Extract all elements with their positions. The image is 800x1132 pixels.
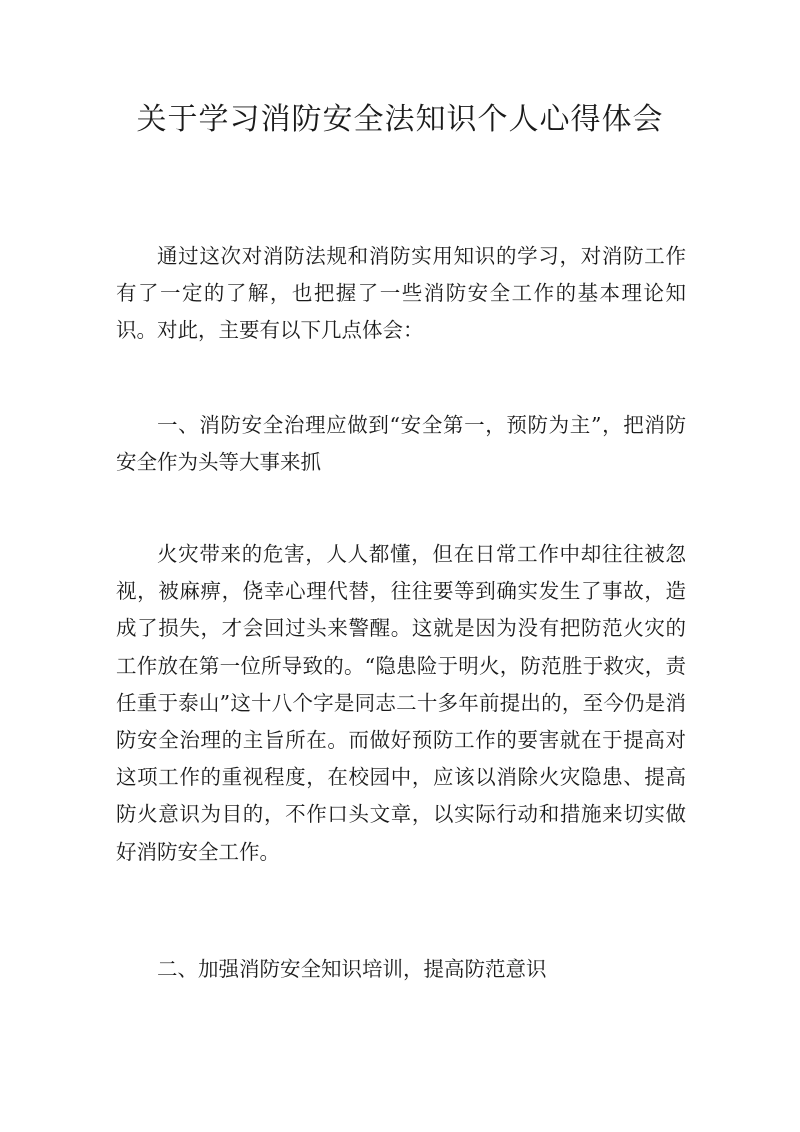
section-heading-2: 二、加强消防安全知识培训，提高防范意识: [157, 957, 547, 981]
intro-paragraph: 通过这次对消防法规和消防实用知识的学习，对消防工作有了一定的了解，也把握了一些消防安全工作的基本理论知识。对此，主要有以下几点体会：: [116, 244, 686, 343]
section-heading-1: 一、消防安全治理应做到“安全第一，预防为主”，把消防安全作为头等大事来抓: [116, 413, 686, 475]
section-1-paragraph: 火灾带来的危害，人人都懂，但在日常工作中却往往被忽视，被麻痹，侥幸心理代替，往往要等到确实发生了事故，造成了损失，才会回过头来警醒。这就是因为没有把防范火灾的工作放在第一位所导致的。“隐患险于明火，防范胜于救灾，责任重于泰山”这十八个字是同志二十多年前提出的，至今仍是消防安全治理的主旨所在。而做好预防工作的要害就在于提高对这项工作的重视程度，在校园中，应该以消除火灾隐患、提高防火意识为目的，不作口头文章，以实际行动和措施来切实做好消防安全工作。: [116, 542, 686, 864]
document-title: 关于学习消防安全法知识个人心得体会: [136, 102, 664, 137]
